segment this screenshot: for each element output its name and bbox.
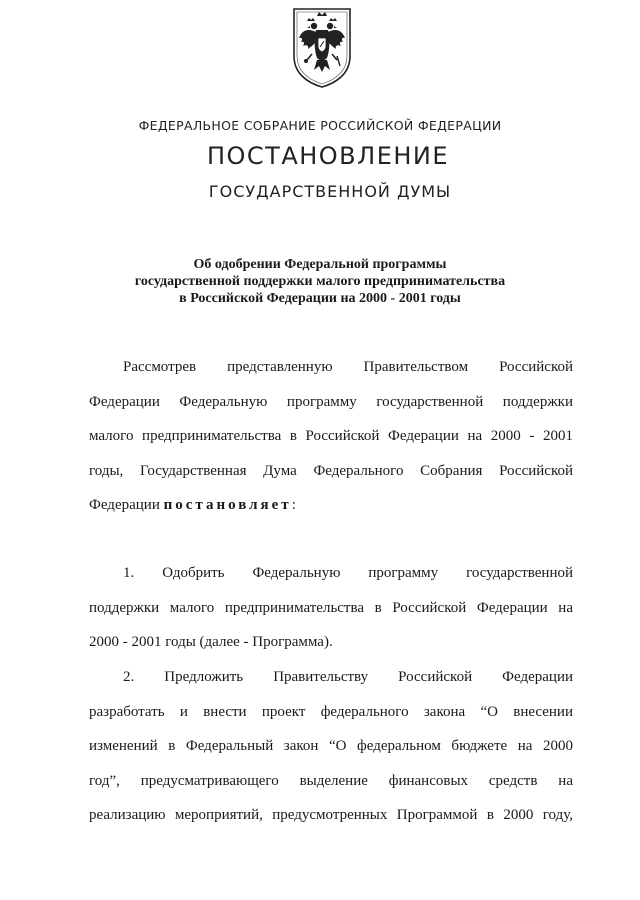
organization-name: ФЕДЕРАЛЬНОЕ СОБРАНИЕ РОССИЙСКОЙ ФЕДЕРАЦИИ — [138, 118, 502, 133]
paragraph-line: 2. Предложить Правительству Российской Федерации — [123, 669, 573, 685]
paragraph-line: малого предпринимательства в Российской Федерации на 2000 - 2001 — [89, 428, 573, 444]
preamble-paragraph — [89, 350, 573, 523]
subject-line: государственной поддержки малого предпринимательства — [134, 274, 506, 289]
paragraph-line-decree — [89, 488, 573, 523]
decree-prefix: Федерации — [89, 497, 160, 513]
paragraph-line: 2000 - 2001 годы (далее - Программа). — [89, 634, 333, 650]
subject-line: Об одобрении Федеральной программы — [193, 257, 447, 272]
subject-line: в Российской Федерации на 2000 - 2001 годы — [179, 291, 461, 306]
document-subject — [0, 256, 640, 307]
paragraph-line: Рассмотрев представленную Правительством Российской — [123, 359, 573, 375]
paragraph-line: поддержки малого предпринимательства в Российской Федерации на — [89, 599, 573, 616]
numbered-item-2 — [89, 660, 573, 833]
paragraph-line: изменений в Федеральный закон “О федеральном бюджете на 2000 — [89, 738, 573, 754]
document-type-title: ПОСТАНОВЛЕНИЕ — [206, 142, 450, 170]
paragraph-line: 1. Одобрить Федеральную программу государственной — [123, 565, 573, 581]
numbered-item-1 — [89, 556, 573, 660]
paragraph-line: годы, Государственная Дума Федерального Собрания Российской — [89, 462, 573, 479]
russian-coat-of-arms-icon — [290, 6, 354, 90]
paragraph-line: реализацию мероприятий, предусмотренных Программой в 2000 году, — [89, 807, 573, 823]
decree-word: постановляет — [163, 497, 292, 513]
paragraph-line: Федерации Федеральную программу государственной поддержки — [89, 393, 573, 410]
paragraph-line: разработать и внести проект федерального закона “О внесении — [89, 703, 573, 720]
paragraph-line: год”, предусматривающего выделение финансовых средств на — [89, 772, 573, 789]
document-issuer: ГОСУДАРСТВЕННОЙ ДУМЫ — [208, 182, 452, 201]
decree-suffix: : — [291, 497, 296, 513]
